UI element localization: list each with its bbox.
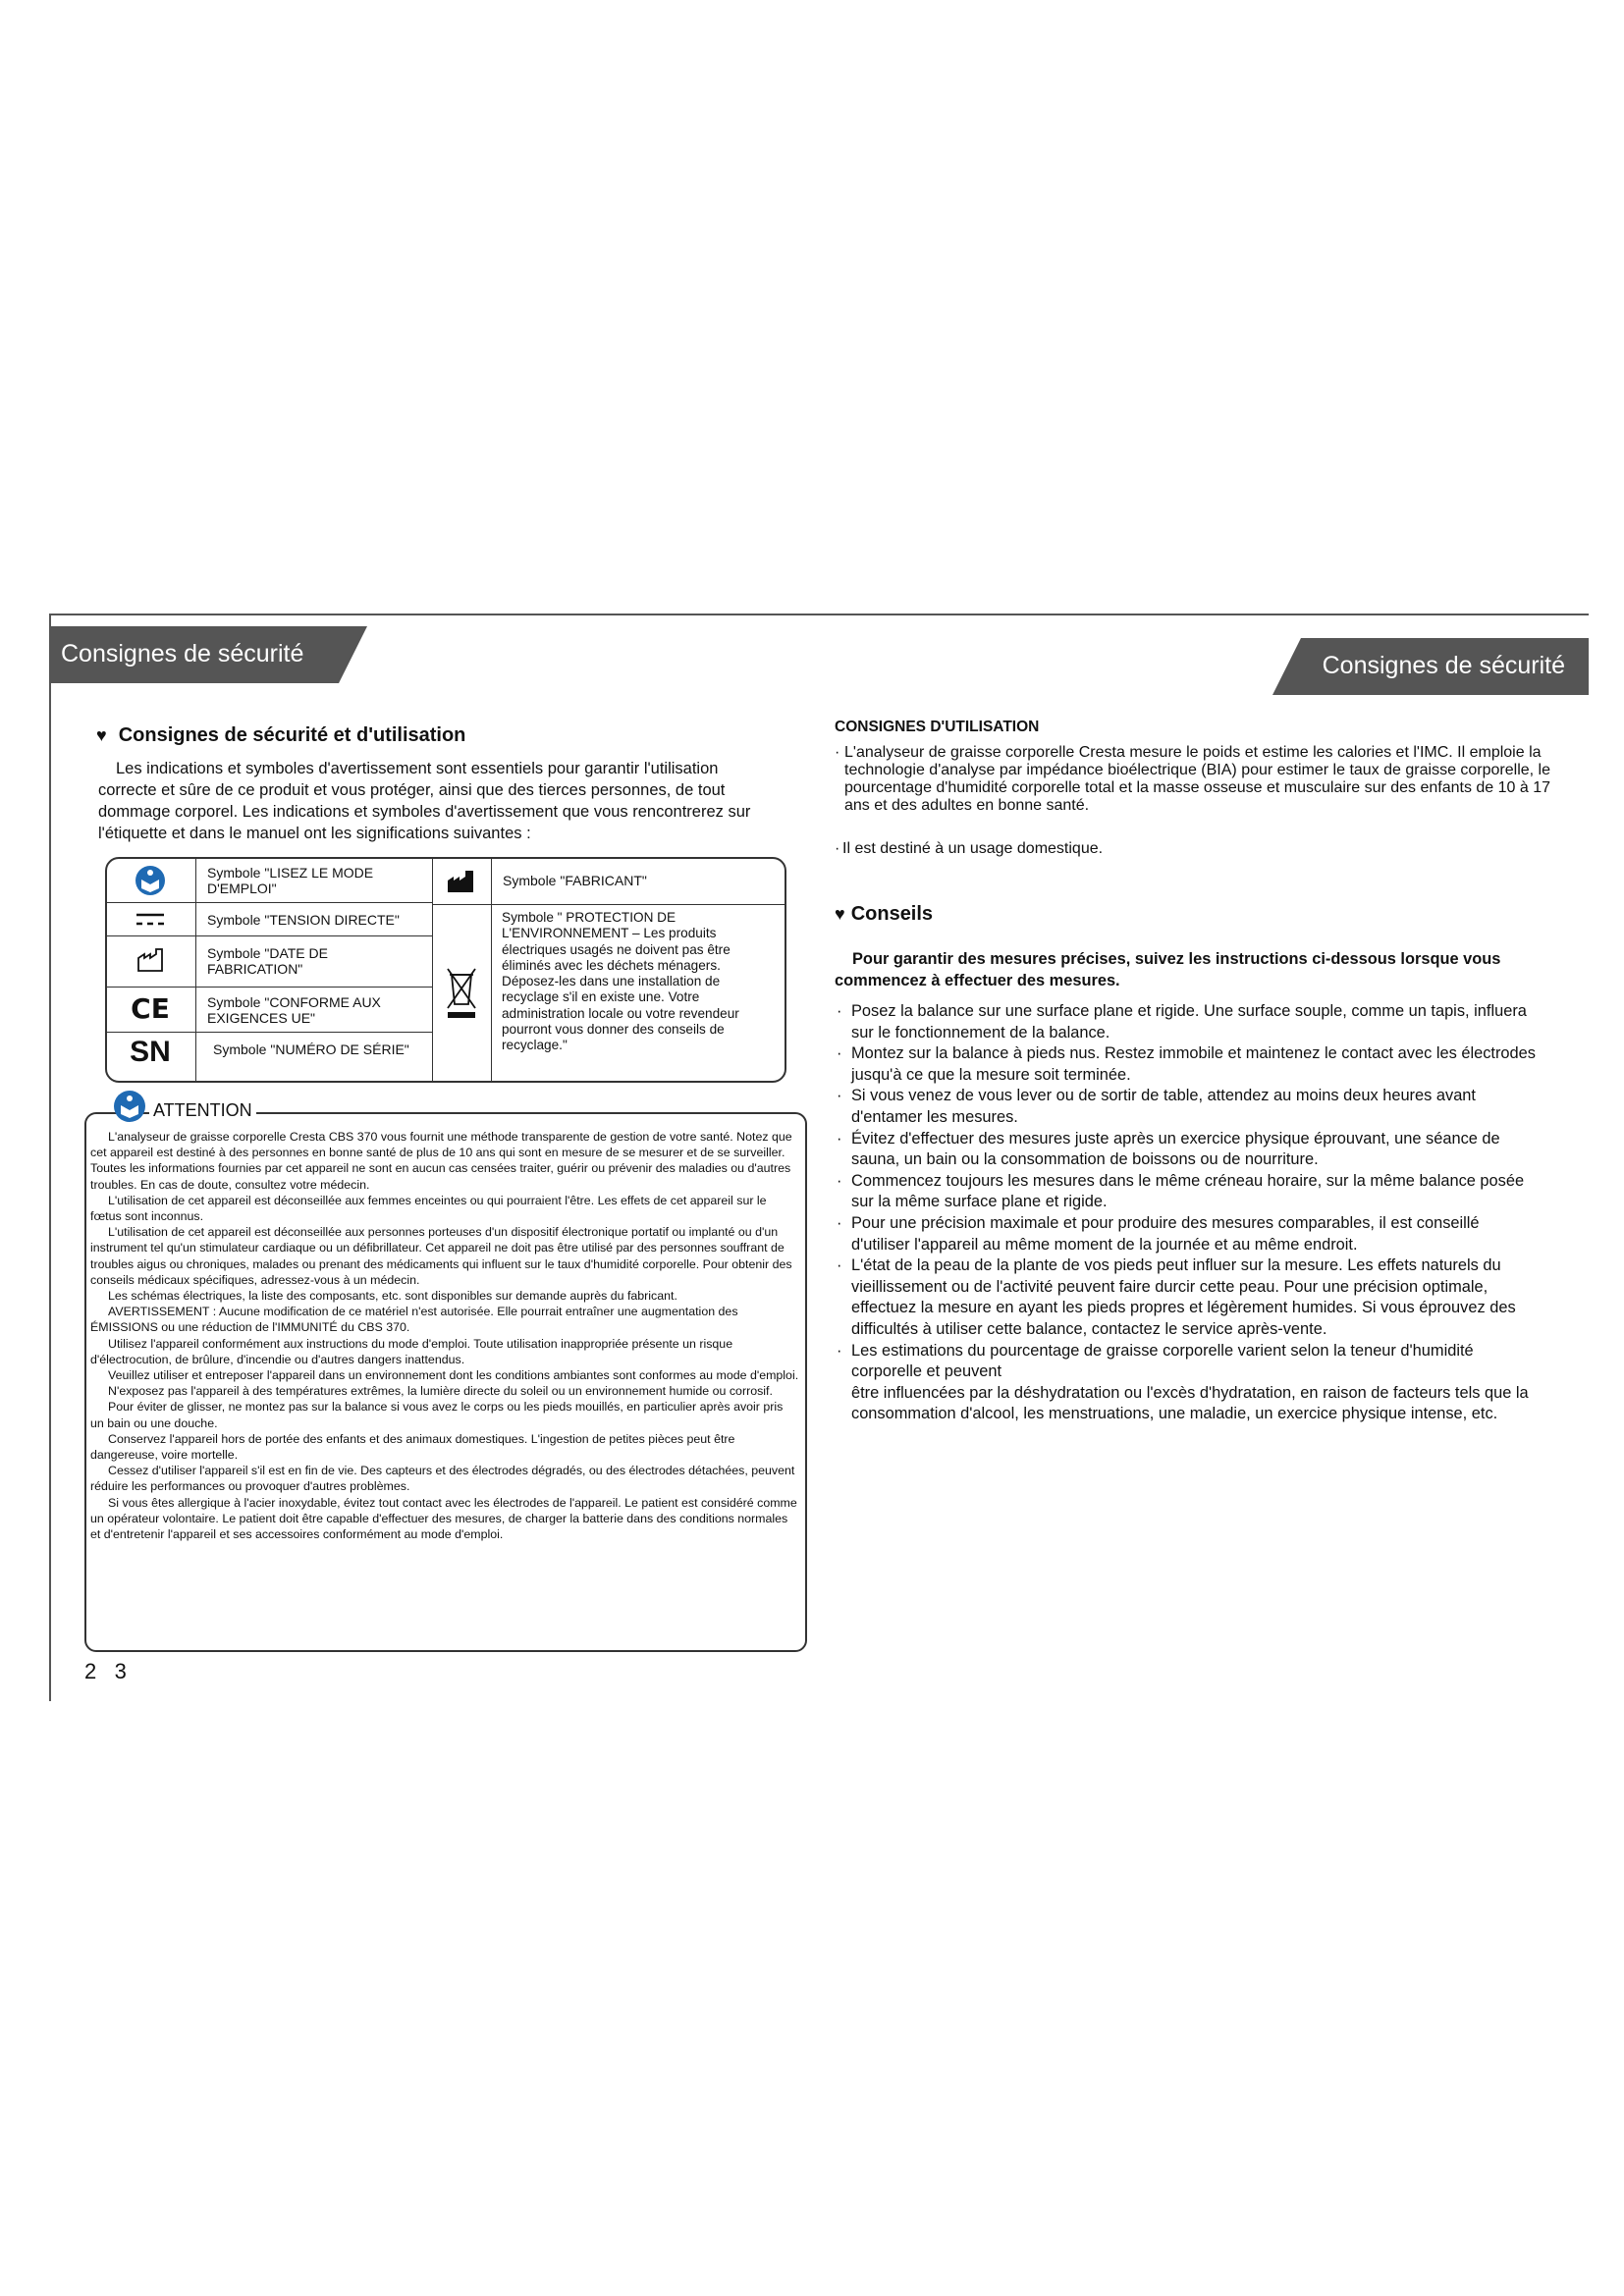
symbol-label-weee: Symbole " PROTECTION DE L'ENVIRONNEMENT – Les produits électriques usagés ne doivent pas être éliminés avec les déchets ménagers. Déposez-les dans une installation de recyclage s'il en existe une. Votre administration locale ou votre revendeur pourront vous donner des conseils de recyclage." [502, 910, 739, 1053]
header-tab-right [1272, 638, 1589, 695]
attention-paragraph: Utilisez l'appareil conformément aux instructions du mode d'emploi. Toute utilisation inappropriée présente un risque d'électrocution, de brûlure, d'incendie ou d'autres dangers inattendus. [90, 1336, 733, 1366]
attention-paragraph: Conservez l'appareil hors de portée des enfants et des animaux domestiques. L'ingestion de petites pièces peut être dangereuse, voire mortelle. [90, 1431, 735, 1463]
symbol-label-ce: Symbole "CONFORME AUX EXIGENCES UE" [207, 994, 381, 1026]
tips-list [837, 1001, 1539, 1425]
tips-intro: Pour garantir des mesures précises, suivez les instructions ci-dessous lorsque vous commencez à effectuer des mesures. [835, 950, 1501, 989]
list-item: · L'état de la peau de la plante de vos pieds peut influer sur la mesure. Les effets naturels du vieillissement ou de l'activité peuvent faire durcir cette peau. Pour une précision optimale, effectuez la mesure en ayant les pieds propres et légèrement humides. Si vous éprouvez des difficultés à utiliser cette balance, contactez le service après-vente. [837, 1256, 1516, 1338]
serial-number-icon: SN [130, 1036, 171, 1068]
symbol-label-manufacturer: Symbole "FABRICANT" [503, 873, 647, 888]
attention-paragraph: Veuillez utiliser et entreposer l'appareil dans un environnement dont les conditions ambiantes sont conformes au mode d'emploi. [108, 1368, 799, 1383]
manufacturer-icon [432, 867, 491, 896]
read-manual-icon [107, 865, 193, 896]
usage-paragraph-2: · Il est destiné à un usage domestique. [835, 840, 1104, 857]
header-title-right: Consignes de sécurité [1322, 652, 1565, 679]
symbol-label-read-manual: Symbole "LISEZ LE MODE D'EMPLOI" [207, 865, 374, 896]
read-manual-icon [114, 1091, 145, 1122]
symbol-table [105, 857, 786, 1083]
heart-icon: ♥ [96, 725, 107, 745]
attention-paragraph: Si vous êtes allergique à l'acier inoxydable, évitez tout contact avec les électrodes de l'appareil. Le patient est considéré comme un opérateur volontaire. Le patient doit être capable d'effectuer des mesures, de charger la batterie dans des conditions normales et d'entretenir l'appareil et ses accessoires conformément au mode d'emploi. [90, 1495, 797, 1542]
attention-paragraph: Cessez d'utiliser l'appareil s'il est en fin de vie. Des capteurs et des électrodes dégradés, ou des électrodes détachées, peuvent réduire les performances ou provoquer d'autres problèmes. [90, 1464, 795, 1494]
list-item: · Posez la balance sur une surface plane et rigide. Une surface souple, comme un tapis, influera sur le fonctionnement de la balance. [837, 1002, 1527, 1041]
attention-paragraph: Pour éviter de glisser, ne montez pas sur la balance si vous avez le corps ou les pieds mouillés, en particulier après avoir pris un bain ou une douche. [90, 1400, 784, 1430]
usage-title: CONSIGNES D'UTILISATION [835, 719, 1040, 735]
list-item: · Commencez toujours les mesures dans le même créneau horaire, sur la même balance posée sur la même surface plane et rigide. [837, 1171, 1525, 1211]
list-item: · Si vous venez de vous lever ou de sortir de table, attendez au moins deux heures avant d'entamer les mesures. [837, 1087, 1476, 1126]
attention-paragraph: Les schémas électriques, la liste des composants, etc. sont disponibles sur demande auprès du fabricant. [108, 1289, 677, 1304]
heart-icon: ♥ [835, 904, 845, 924]
list-item: · Évitez d'effectuer des mesures juste après un exercice physique éprouvant, une séance de sauna, un bain ou la consommation de boissons ou de nourriture. [837, 1129, 1500, 1169]
attention-paragraph: L'analyseur de graisse corporelle Cresta CBS 370 vous fournit une méthode transparente de gestion de votre santé. Notez que cet appareil est destiné à des personnes en bonne santé de plus de 10 ans qui sont en mesure de se mesurer et de se surveiller. Toutes les informations fournies par cet appareil ne sont en aucun cas censées traiter, guérir ou prévenir des maladies ou d'autres troubles. En cas de doute, consultez votre médecin. [90, 1130, 792, 1192]
section-title: ♥ Consignes de sécurité et d'utilisation [96, 724, 466, 746]
symbol-label-dc: Symbole "TENSION DIRECTE" [207, 912, 400, 928]
list-item: · Les estimations du pourcentage de graisse corporelle varient selon la teneur d'humidité corporelle et peuvent [837, 1341, 1474, 1381]
intro-paragraph: Les indications et symboles d'avertissement sont essentiels pour garantir l'utilisation correcte et sûre de ce produit et vous protéger, ainsi que des tierces personnes, de tout dommage corporel. Les indications et symboles d'avertissement que vous rencontrerez sur l'étiquette et dans le manuel ont les significations suivantes : [98, 760, 751, 842]
top-rule [49, 614, 1589, 615]
left-rule [49, 614, 51, 1701]
attention-paragraph: AVERTISSEMENT : Aucune modification de ce matériel n'est autorisée. Elle pourrait entraîner une augmentation des ÉMISSIONS ou une réduction de l'IMMUNITÉ du CBS 370. [90, 1305, 738, 1335]
attention-paragraph: N'exposez pas l'appareil à des températures extrêmes, la lumière directe du soleil ou un environnement humide ou corrosif. [108, 1384, 773, 1399]
ce-mark-icon: CE [131, 992, 170, 1025]
list-item: · Montez sur la balance à pieds nus. Restez immobile et maintenez le contact avec les électrodes jusqu'à ce que la mesure soit terminée. [837, 1044, 1536, 1084]
header-title-left: Consignes de sécurité [61, 640, 304, 667]
tips-title: ♥ Conseils [835, 903, 934, 925]
dc-voltage-icon [107, 910, 193, 930]
attention-text [90, 1129, 799, 1542]
attention-title: ATTENTION [149, 1100, 256, 1121]
list-item-continuation: être influencées par la déshydratation ou l'excès d'hydratation, en raison de facteurs tels que la consommation d'alcool, les menstruations, une maladie, un exercice physique intense, etc. [851, 1383, 1529, 1423]
header-tab-left [51, 626, 367, 683]
list-item: · Pour une précision maximale et pour produire des mesures comparables, il est conseillé d'utiliser l'appareil au même moment de la journée et au même endroit. [837, 1213, 1480, 1254]
attention-paragraph: L'utilisation de cet appareil est déconseillée aux personnes porteuses d'un dispositif électronique portatif ou implanté ou d'un instrument tel qu'un stimulateur cardiaque ou un défibrillateur. Cet appareil ne doit pas être utilisé par des personnes souffrant de troubles aigus ou chroniques, malades ou prenant des médicaments qui influent sur le taux d'humidité corporelle. Pour obtenir des conseils médicaux spécifiques, adressez-vous à un médecin. [90, 1225, 792, 1287]
symbol-label-manufacture-date: Symbole "DATE DE FABRICATION" [207, 945, 328, 977]
page-numbers: 2 3 [84, 1659, 127, 1683]
attention-paragraph: L'utilisation de cet appareil est déconseillée aux femmes enceintes ou qui pourraient l'être. Les effets de cet appareil sur le fœtus sont inconnus. [90, 1193, 767, 1224]
usage-paragraph-1: · L'analyseur de graisse corporelle Cresta mesure le poids et estime les calories et l'IMC. Il emploie la technologie d'analyse par impédance bioélectrique (BIA) pour estimer le taux de graisse corporelle, le pourcentage d'humidité corporelle total et la masse osseuse et musculaire sur des enfants de 10 à 17 ans et des adultes en bonne santé. [835, 744, 1551, 814]
weee-bin-icon [432, 965, 491, 1020]
symbol-label-serial: Symbole "NUMÉRO DE SÉRIE" [213, 1041, 409, 1057]
manufacture-date-icon [107, 945, 193, 975]
